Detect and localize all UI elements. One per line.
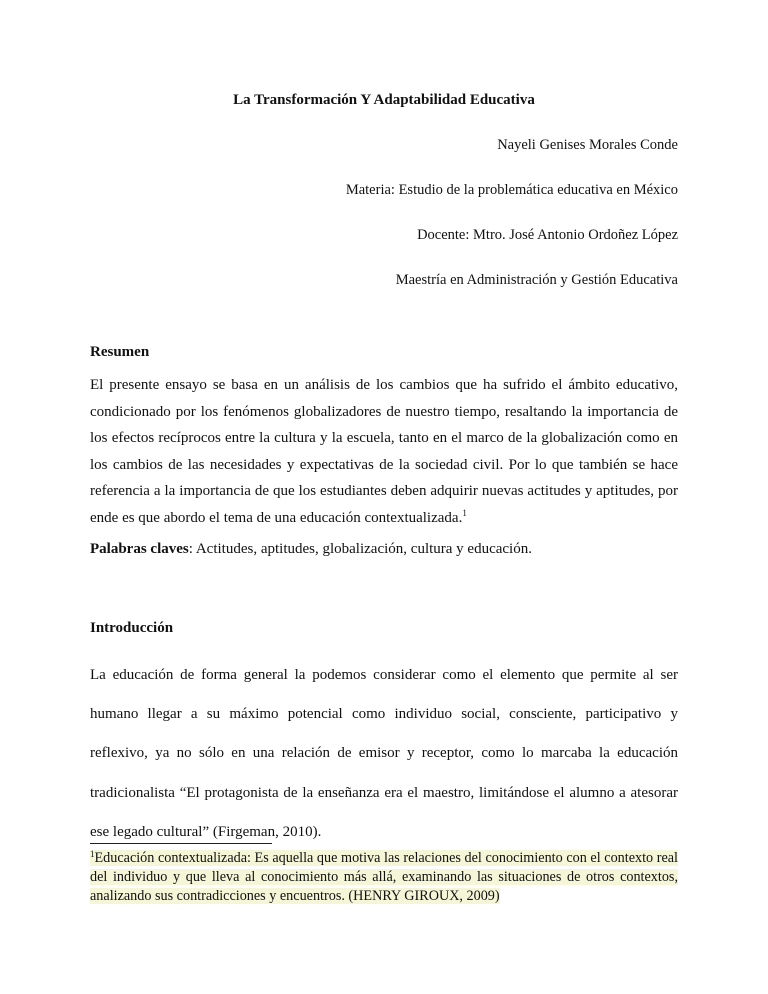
program-line: Maestría en Administración y Gestión Educativa [395, 272, 678, 288]
footnote-divider [90, 843, 272, 844]
abstract-text: El presente ensayo se basa en un análisis de los cambios que ha sufrido el ámbito educativo, condicionado por los fenómenos globalizadores de nuestro tiempo, resaltando la importancia de los efectos recíprocos entre la cultura y la escuela, tanto en el marco de la globalización como en los cambios de las necesidades y expectativas de la sociedad civil. Por lo que también se hace referencia a la importancia de que los estudiantes deben adquirir nuevas actitudes y aptitudes, por ende es que abordo el tema de una educación contextualizada. [90, 377, 678, 526]
author-name: Nayeli Genises Morales Conde [497, 137, 678, 153]
keywords-text: : Actitudes, aptitudes, globalización, cultura y educación. [188, 541, 532, 557]
document-title: La Transformación Y Adaptabilidad Educativa [233, 92, 535, 108]
footnote-text: Educación contextualizada: Es aquella que motiva las relaciones del conocimiento con el contexto real del individuo y que lleva al conocimiento más allá, examinando las situaciones de otros contextos, analizando sus contradicciones y encuentros. (HENRY GIROUX, 2009) [90, 850, 678, 904]
keywords-line [90, 541, 532, 558]
introduction-heading: Introducción [90, 620, 174, 636]
keywords-label: Palabras claves [90, 541, 189, 557]
footnote [90, 849, 678, 906]
introduction-paragraph: La educación de forma general la podemos considerar como el elemento que permite al ser humano llegar a su máximo potencial como individuo social, consciente, participativo y reflexivo, ya no sólo en una relación de emisor y receptor, como lo marcaba la educación tradicionalista “El protagonista de la enseñanza era el maestro, limitándose el alumno a atesorar ese legado cultural” (Firgeman, 2010). [90, 667, 678, 840]
footnote-mark: 1 [90, 849, 95, 859]
footnote-reference[interactable]: 1 [462, 507, 467, 518]
teacher-line: Docente: Mtro. José Antonio Ordoñez López [417, 227, 678, 243]
subject-line: Materia: Estudio de la problemática educativa en México [345, 182, 678, 198]
abstract-heading: Resumen [90, 344, 150, 360]
abstract-paragraph [90, 372, 678, 532]
